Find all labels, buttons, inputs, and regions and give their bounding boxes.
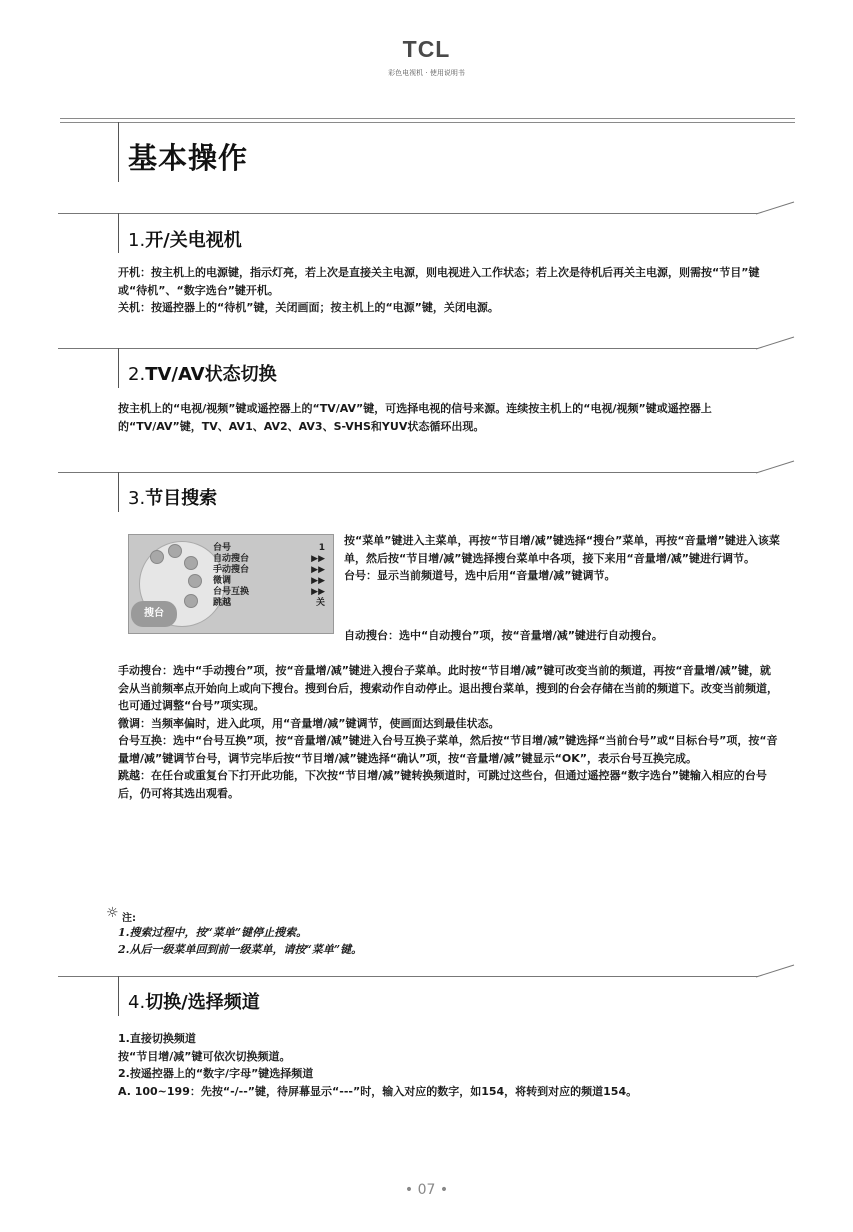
menu-row-label: 台号互换 <box>213 587 250 597</box>
paragraph: 按“菜单”键进入主菜单，再按“节目增/减”键选择“搜台”菜单，再按“音量增”键进入该菜单，然后按“节目增/减”键选择搜台菜单中各项，接下来用“音量增/减”键进行调节。 <box>344 534 780 565</box>
section-3-intro <box>344 532 780 585</box>
menu-row-label: 自动搜台 <box>213 554 250 564</box>
menu-list <box>213 543 325 609</box>
menu-row-label: 微调 <box>213 576 232 586</box>
setup-icon <box>188 574 202 588</box>
section-rule <box>58 348 758 349</box>
section-2-heading <box>128 360 277 386</box>
page-number: • 07 • <box>404 1182 449 1198</box>
paragraph: A. 100~199：先按“-/--”键，待屏幕显示“---”时，输入对应的数字，如154，将转到对应的频道154。 <box>118 1084 638 1098</box>
section-number: 3. <box>128 488 146 509</box>
menu-row-value: 1 <box>318 543 325 553</box>
section-divider <box>118 348 119 388</box>
function-icon <box>184 556 198 570</box>
note-body <box>118 924 780 958</box>
paragraph: 关机：按遥控器上的“待机”键，关闭画面；按主机上的“电源”键，关闭电源。 <box>118 301 499 314</box>
paragraph: 手动搜台：选中“手动搜台”项，按“音量增/减”键进入搜台子菜单。此时按“节目增/减”键可改变当前的频道，再按“音量增/减”键，就会从当前频率点开始向上或向下搜台。搜到台后，搜索动作自动停止。退出搜台菜单，搜到的台会存储在当前的频道下。改变当前频道，也可通过调整“台号”项实现。 <box>118 664 778 712</box>
menu-row-label: 手动搜台 <box>213 565 250 575</box>
section-3-heading <box>128 484 217 510</box>
menu-center-label: 搜台 <box>131 601 177 627</box>
note-label: 注: <box>122 913 136 924</box>
section-title: 节目搜索 <box>145 488 218 509</box>
section-rule <box>58 976 758 977</box>
section-4-heading <box>128 988 260 1014</box>
section-1-body <box>118 264 780 317</box>
section-rule-tail <box>756 964 796 978</box>
sound-icon <box>168 544 182 558</box>
paragraph: 1.直接切换频道 <box>118 1032 196 1045</box>
menu-row-value: ▶▶ <box>311 576 325 586</box>
header-subtitle: 彩色电视机 · 使用说明书 <box>388 69 465 77</box>
section-4-body <box>118 1030 780 1100</box>
paragraph: 按“节目增/减”键可依次切换频道。 <box>118 1049 291 1063</box>
menu-row-value: 关 <box>315 598 325 608</box>
menu-row-label: 跳越 <box>213 598 232 608</box>
section-number: 1. <box>128 230 146 251</box>
paragraph: 2.按遥控器上的“数字/字母”键选择频道 <box>118 1067 314 1080</box>
section-rule-tail <box>756 201 796 215</box>
menu-row-value: ▶▶ <box>311 587 325 597</box>
search-menu-illustration <box>128 534 334 634</box>
section-rule <box>58 213 758 214</box>
menu-row <box>213 565 325 576</box>
paragraph: 微调：当频率偏时，进入此项，用“音量增/减”键调节，使画面达到最佳状态。 <box>118 716 500 730</box>
header-rule <box>60 122 795 123</box>
menu-row <box>213 554 325 565</box>
section-1-heading <box>128 226 242 252</box>
section-divider <box>118 976 119 1016</box>
menu-row <box>213 576 325 587</box>
paragraph: 按主机上的“电视/视频”键或遥控器上的“TV/AV”键，可选择电视的信号来源。连续按主机上的“电视/视频”键或遥控器上的“TV/AV”键，TV、AV1、AV2、AV3、S-VHS和YUV状态循环出现。 <box>118 402 712 433</box>
section-rule-tail <box>756 336 796 350</box>
section-number: 2. <box>128 364 146 385</box>
section-rule-tail <box>756 460 796 474</box>
section-number: 4. <box>128 992 146 1013</box>
tip-icon: ☼ <box>106 905 119 921</box>
menu-row <box>213 598 325 609</box>
menu-row <box>213 543 325 554</box>
menu-row-label: 台号 <box>213 543 232 553</box>
section-title: TV/AV状态切换 <box>145 364 277 385</box>
section-2-body <box>118 400 780 435</box>
title-divider <box>118 122 119 182</box>
note-line: 1.搜索过程中，按“菜单”键停止搜索。 <box>118 926 308 939</box>
paragraph: 自动搜台：选中“自动搜台”项，按“音量增/减”键进行自动搜台。 <box>344 629 663 642</box>
section-divider <box>118 472 119 512</box>
section-divider <box>118 213 119 253</box>
note-line: 2.从后一级菜单回到前一级菜单，请按“菜单”键。 <box>118 943 363 956</box>
menu-row-value: ▶▶ <box>311 565 325 575</box>
picture-icon <box>150 550 164 564</box>
section-rule <box>58 472 758 473</box>
section-title: 切换/选择频道 <box>145 992 260 1013</box>
section-3-body <box>118 662 780 802</box>
paragraph: 开机：按主机上的电源键，指示灯亮，若上次是直接关主电源，则电视进入工作状态；若上次是待机后再关主电源，则需按“节目”键或“待机”、“数字选台”键开机。 <box>118 266 760 297</box>
menu-row <box>213 587 325 598</box>
brand-logo: TCL <box>402 36 451 62</box>
page-title: 基本操作 <box>128 141 249 175</box>
paragraph: 台号互换：选中“台号互换”项，按“音量增/减”键进入台号互换子菜单，然后按“节目增/减”键选择“当前台号”或“目标台号”项，按“音量增/减”键调节台号，调节完毕后按“节目增/减”键选择“确认”项，按“音量增/减”键显示“OK”，表示台号互换完成。 <box>118 734 778 765</box>
paragraph: 台号：显示当前频道号，选中后用“音量增/减”键调节。 <box>344 569 616 582</box>
section-title: 开/关电视机 <box>145 230 242 251</box>
header-rule <box>60 118 795 119</box>
section-3-auto <box>118 627 780 645</box>
timer-icon <box>184 594 198 608</box>
menu-row-value: ▶▶ <box>311 554 325 564</box>
paragraph: 跳越：在任台或重复台下打开此功能，下次按“节目增/减”键转换频道时，可跳过这些台，但通过遥控器“数字选台”键输入相应的台号后，仍可将其选出观看。 <box>118 769 767 800</box>
